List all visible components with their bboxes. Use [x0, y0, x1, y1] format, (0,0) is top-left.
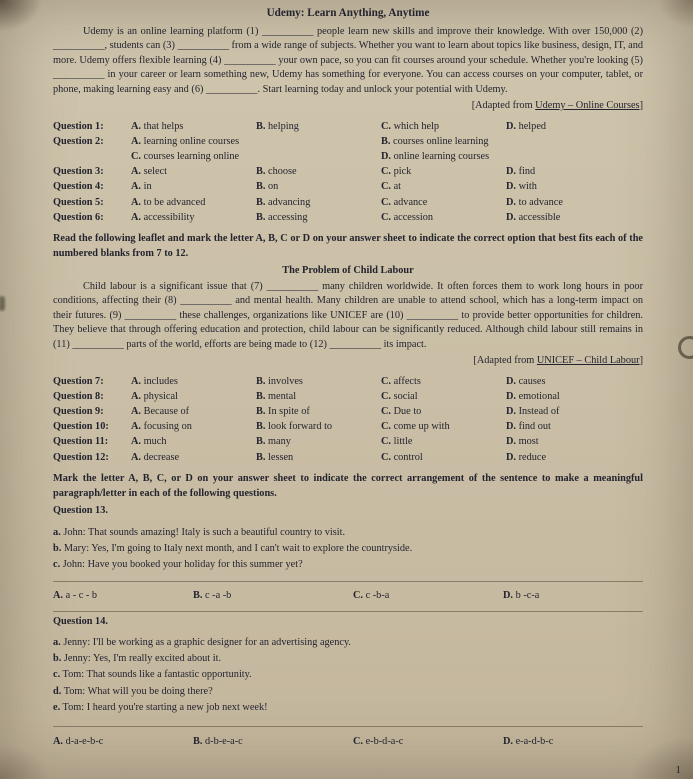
question-6-option-d: D. accessible — [506, 211, 561, 223]
question-13-sentences — [53, 526, 643, 573]
question-2-option-a: A. learning online courses — [131, 135, 240, 147]
question-14-answers — [53, 726, 643, 755]
question-2-label: Question 2: — [53, 135, 104, 147]
passage2-source-link: UNICEF – Child Labour — [536, 355, 640, 367]
question-12-option-c: C. control — [381, 451, 423, 463]
question-14-sentences — [53, 636, 643, 715]
passage1-title: Udemy: Learn Anything, Anytime — [266, 7, 430, 19]
question-10-label: Question 10: — [53, 421, 109, 433]
question-8-label: Question 8: — [53, 390, 104, 402]
question-12-row — [53, 451, 643, 464]
question-6-row — [53, 211, 643, 224]
question-10-option-c: C. come up with — [381, 421, 450, 433]
question-8-option-b: B. mental — [256, 390, 297, 402]
question-9-option-d: D. Instead of — [506, 406, 560, 418]
source-suffix: ] — [639, 355, 643, 367]
question-13-label: Question 13. — [53, 505, 108, 517]
question-7-label: Question 7: — [53, 375, 104, 387]
question-11-row — [53, 435, 643, 448]
question-13-answer-d: D. b -c-a — [503, 590, 540, 602]
source-prefix: [Adapted from — [471, 100, 533, 111]
question-4-option-b: B. on — [256, 181, 279, 193]
question-13-answer-b: B. c -a -b — [193, 590, 232, 602]
question-5-label: Question 5: — [53, 196, 104, 208]
question-10-option-a: A. focusing on — [131, 421, 192, 433]
page-number: 1 — [675, 764, 681, 776]
question-9-row — [53, 405, 643, 418]
question-5-option-c: C. advance — [381, 196, 428, 208]
question-6-label: Question 6: — [53, 211, 104, 223]
question-14-sentence-d: d. Tom: What will you be doing there? — [53, 685, 213, 697]
question-13-answer-a: A. a - c - b — [53, 590, 98, 602]
question-8-row — [53, 390, 643, 403]
question-3-option-d: D. find — [506, 166, 536, 178]
question-11-label: Question 11: — [53, 436, 109, 448]
question-14-sentence-c: c. Tom: That sounds like a fantastic opportunity. — [53, 669, 252, 681]
question-7-option-d: D. causes — [506, 375, 546, 387]
question-1-option-b: B. helping — [256, 120, 299, 132]
question-12-option-d: D. reduce — [506, 451, 547, 463]
source-suffix: ] — [639, 100, 643, 111]
question-12-label: Question 12: — [53, 451, 109, 463]
question-8-option-d: D. emotional — [506, 390, 560, 402]
question-9-option-b: B. In spite of — [256, 406, 310, 418]
question-13-sentence-a: a. John: That sounds amazing! Italy is such a beautiful country to visit. — [53, 526, 346, 538]
question-14-answer-c: C. e-b-d-a-c — [353, 736, 404, 748]
question-14-answer-a: A. d-a-e-b-c — [53, 736, 104, 748]
question-7-row — [53, 375, 643, 388]
question-1-label: Question 1: — [53, 120, 104, 132]
question-1-option-c: C. which help — [381, 120, 440, 132]
question-13-sentence-c: c. John: Have you booked your holiday for this summer yet? — [53, 558, 303, 570]
question-10-row — [53, 420, 643, 433]
question-6-option-b: B. accessing — [256, 211, 308, 223]
question-13-answers — [53, 581, 643, 612]
question-7-option-c: C. affects — [381, 375, 421, 387]
question-4-option-a: A. in — [131, 181, 152, 193]
question-4-label: Question 4: — [53, 181, 104, 193]
question-9-option-a: A. Because of — [131, 406, 190, 418]
question-3-option-b: B. choose — [256, 166, 297, 178]
question-8-option-c: C. social — [381, 390, 418, 402]
question-4-option-d: D. with — [506, 181, 537, 193]
question-4-option-c: C. at — [381, 181, 402, 193]
question-3-label: Question 3: — [53, 166, 104, 178]
question-14-sentence-b: b. Jenny: Yes, I'm really excited about it. — [53, 653, 222, 665]
question-2-option-b: B. courses online learning — [381, 135, 489, 147]
question-10-option-d: D. find out — [506, 421, 551, 433]
question-13-sentence-b: b. Mary: Yes, I'm going to Italy next month, and I can't wait to explore the countryside. — [53, 542, 413, 554]
question-5-row — [53, 196, 643, 209]
question-14-label: Question 14. — [53, 615, 108, 627]
question-11-option-c: C. little — [381, 436, 413, 448]
question-14-sentence-a: a. Jenny: I'll be working as a graphic designer for an advertising agency. — [53, 637, 352, 649]
question-14-answer-d: D. e-a-d-b-c — [503, 736, 554, 748]
section3-instruction: Mark the letter A, B, C, or D on your answer sheet to indicate the correct arrangement of the sentence to make a meaningful paragraph/letter in each of the following questions. — [53, 473, 643, 499]
passage1-source — [53, 99, 643, 114]
question-11-option-a: A. much — [131, 436, 167, 448]
question-3-row — [53, 165, 643, 178]
passage2-body: Child labour is a significant issue that (7) __________ many children worldwide. It often forces them to work long hours in poor conditions, affecting their (8) __________ and mental health. Many children are unable to attend school, which has a long-term impact on their futures. (9) __________ these challenges, organizations like UNICEF are (10) __________ to provide better opportunities for children. They believe that through offering education and protection, child labour can be significantly reduced. Although child labour still remains in (11) __________ parts of the world, efforts are being made to (12) __________ its impact. — [53, 280, 643, 350]
passage2-title: The Problem of Child Labour — [282, 265, 414, 277]
question-11-option-d: D. most — [506, 436, 539, 448]
question-1-option-a: A. that helps — [131, 120, 184, 132]
source-prefix: [Adapted from — [473, 355, 535, 367]
question-9-option-c: C. Due to — [381, 406, 422, 418]
passage2-source — [53, 354, 643, 369]
question-2-row-2 — [53, 150, 643, 163]
question-10-option-b: B. look forward to — [256, 421, 333, 433]
question-14-sentence-e: e. Tom: I heard you're starting a new job next week! — [53, 701, 268, 713]
question-6-option-a: A. accessibility — [131, 211, 195, 223]
question-9-label: Question 9: — [53, 406, 104, 418]
question-3-option-a: A. select — [131, 166, 168, 178]
question-7-option-b: B. involves — [256, 375, 303, 387]
question-14-answer-b: B. d-b-e-a-c — [193, 736, 243, 748]
question-2-option-c: C. courses learning online — [131, 150, 240, 162]
question-5-option-a: A. to be advanced — [131, 196, 206, 208]
question-3-option-c: C. pick — [381, 166, 412, 178]
question-4-row — [53, 180, 643, 193]
question-1-row — [53, 120, 643, 133]
question-5-option-d: D. to advance — [506, 196, 563, 208]
question-1-option-d: D. helped — [506, 120, 547, 132]
question-7-option-a: A. includes — [131, 375, 178, 387]
question-12-option-a: A. decrease — [131, 451, 180, 463]
question-13-answer-c: C. c -b-a — [353, 590, 390, 602]
passage1-source-link: Udemy – Online Courses — [535, 100, 640, 111]
question-6-option-c: C. accession — [381, 211, 434, 223]
passage1-body: Udemy is an online learning platform (1) __________ people learn new skills and improve their knowledge. With over 150,000 (2) __________, students can (3) __________ from a wide range of subjects. Whether you want to learn about topics like business, design, IT, and more. Udemy offers flexible learning (4) __________ your own pace, so you can fit courses around your schedule. Whether you're looking (5) __________ in your career or learn something new, Udemy has something for everyone. You can access courses on your computer, tablet, or phone, making learning easy and (6) __________. Start learning today and unlock your potential with Udemy. — [53, 25, 643, 95]
question-2-row-1 — [53, 135, 643, 148]
question-11-option-b: B. many — [256, 436, 291, 448]
section2-instruction: Read the following leaflet and mark the letter A, B, C or D on your answer sheet to indicate the correct option that best fits each of the numbered blanks from 7 to 12. — [53, 233, 643, 259]
question-12-option-b: B. lessen — [256, 451, 294, 463]
question-8-option-a: A. physical — [131, 390, 178, 402]
question-5-option-b: B. advancing — [256, 196, 311, 208]
question-2-option-d: D. online learning courses — [381, 150, 490, 162]
